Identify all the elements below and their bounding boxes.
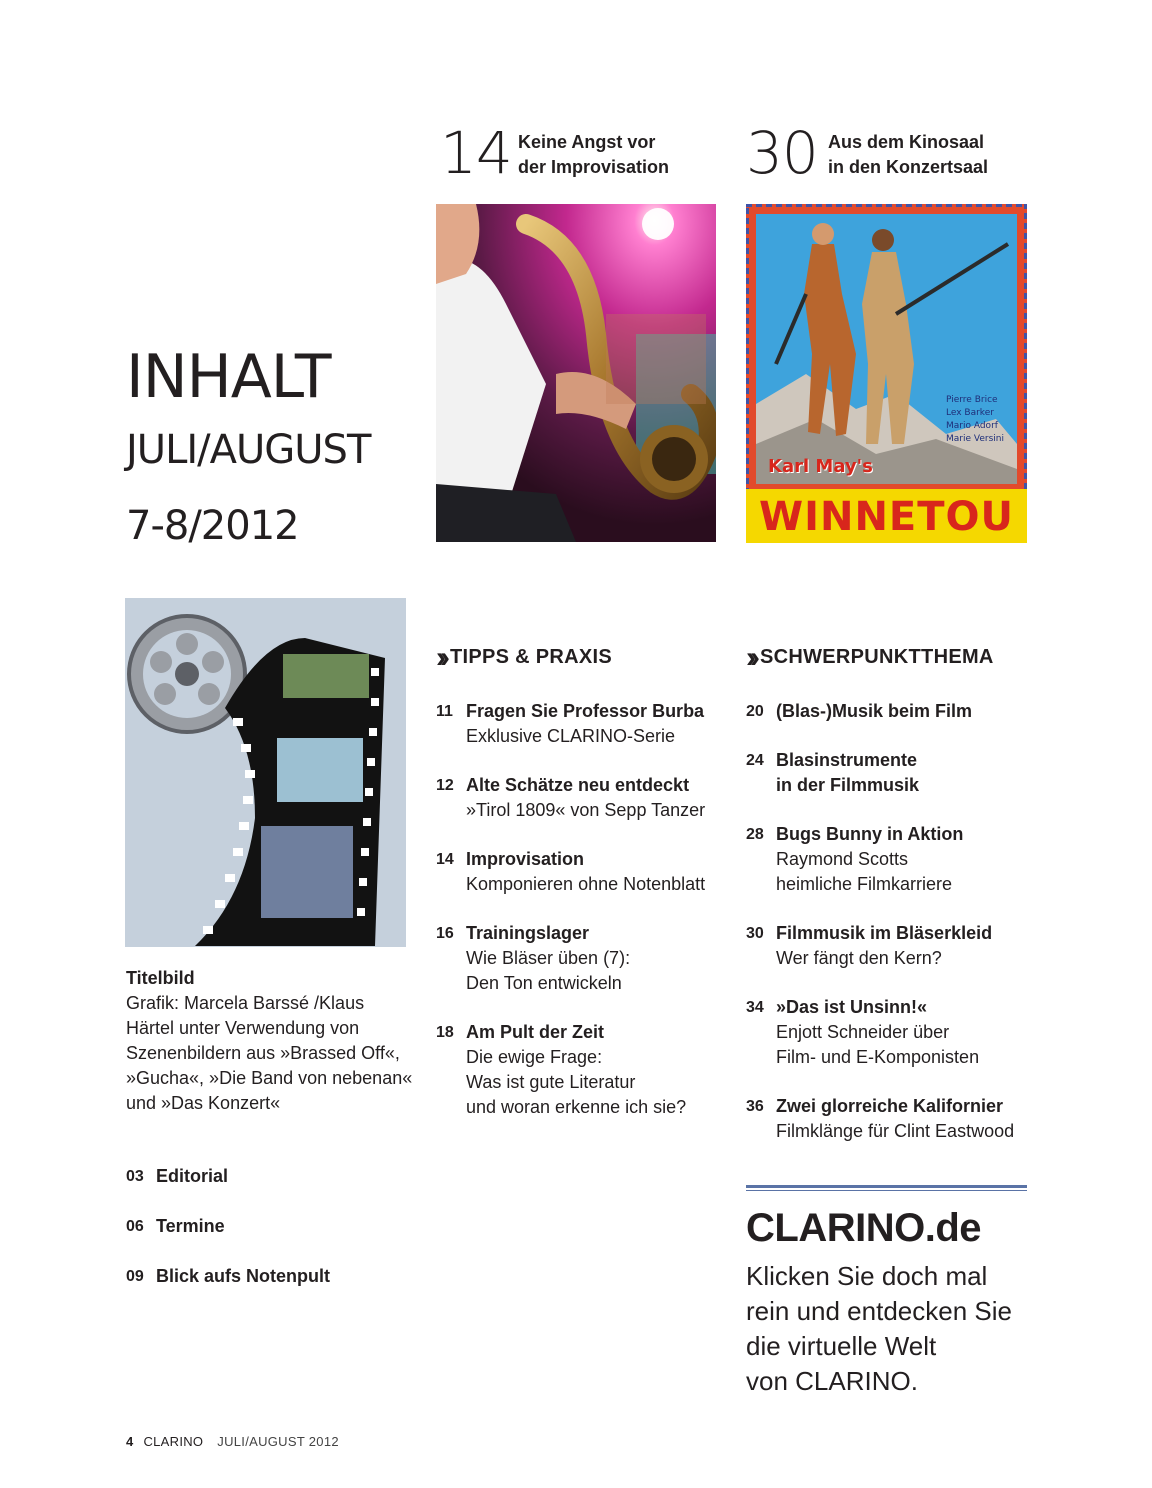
toc-entry[interactable] (746, 822, 1046, 897)
toc-entry[interactable] (126, 1164, 416, 1189)
caption-line: Härtel unter Verwendung von (126, 1018, 360, 1038)
caption-title: Titelbild (126, 968, 195, 988)
toc-title: Termine (156, 1216, 225, 1236)
toc-title: Editorial (156, 1166, 229, 1186)
toc-entry[interactable] (436, 699, 736, 749)
toc-entry[interactable] (126, 1214, 416, 1239)
toc-title: Zwei glorreiche Kalifornier (776, 1096, 1004, 1116)
contents-header (126, 342, 416, 549)
toc-title: Filmmusik im Bläserkleid (776, 923, 993, 943)
footer-magazine: CLARINO (143, 1434, 204, 1449)
toc-subtitle: Wer fängt den Kern? (776, 948, 942, 968)
toc-page-number: 18 (436, 1024, 454, 1041)
toc-page-number: 30 (746, 925, 764, 942)
toc-entry[interactable] (746, 995, 1046, 1070)
toc-title: (Blas-)Musik beim Film (776, 701, 973, 721)
toc-entry[interactable] (436, 847, 736, 897)
toc-title: Improvisation (466, 849, 585, 869)
section-heading (436, 640, 736, 674)
promo-rule (746, 1190, 1027, 1191)
section-heading-label: SCHWERPUNKTTHEMA (759, 646, 994, 668)
toc-title: Bugs Bunny in Aktion (776, 824, 964, 844)
feature-title: Keine Angst vor der Improvisation (518, 132, 670, 177)
toc-subtitle: Enjott Schneider über (776, 1022, 950, 1042)
toc-subtitle: Wie Bläser üben (7): (466, 948, 631, 968)
double-chevron-icon: ›› (746, 640, 754, 674)
toc-page-number: 03 (126, 1168, 144, 1185)
toc-subtitle: Den Ton entwickeln (466, 973, 622, 993)
toc-entry[interactable] (126, 1264, 416, 1289)
toc-subtitle: Film- und E-Komponisten (776, 1047, 980, 1067)
page-number: 4 (126, 1434, 134, 1449)
promo-text: Klicken Sie doch mal rein und entdecken Sie die virtuelle Welt von CLARINO. (746, 1261, 1012, 1396)
section-heading-label: TIPPS & PRAXIS (449, 646, 612, 668)
toc-subtitle: Was ist gute Literatur (466, 1072, 636, 1092)
toc-subtitle: heimliche Filmkarriere (776, 874, 953, 894)
caption-line: »Gucha«, »Die Band von nebenan« (126, 1068, 413, 1088)
toc-entry[interactable] (746, 748, 1046, 798)
toc-entry[interactable] (746, 921, 1046, 971)
feature-page-number: 30 (746, 119, 818, 187)
toc-page-number: 36 (746, 1098, 764, 1115)
caption-line: Szenenbildern aus »Brassed Off«, (126, 1043, 400, 1063)
toc-title: Fragen Sie Professor Burba (466, 701, 705, 721)
toc-subtitle: Exklusive CLARINO-Serie (466, 726, 676, 746)
issue-number: 7-8/2012 (126, 503, 299, 549)
toc-subtitle: Filmklänge für Clint Eastwood (776, 1121, 1015, 1141)
schwerpunkt-list (746, 699, 1046, 1144)
footer-issue: JULI/AUGUST 2012 (217, 1434, 339, 1449)
toc-entry[interactable] (436, 773, 736, 823)
caption-line: und »Das Konzert« (126, 1093, 281, 1113)
poster-cast: Pierre Brice Lex Barker Mario Adorf Marie Versini (946, 395, 1004, 444)
feature-30[interactable] (746, 119, 1036, 187)
feature-14[interactable] (440, 119, 730, 187)
toc-page-number: 11 (436, 703, 453, 720)
poster-graphic (746, 204, 1027, 543)
saxophone-photo-graphic (436, 204, 716, 542)
toc-page-number: 12 (436, 777, 454, 794)
toc-page-number: 24 (746, 752, 764, 769)
toc-title: Alte Schätze neu entdeckt (466, 775, 690, 795)
saxophone-photo[interactable] (436, 204, 716, 542)
toc-subtitle: Komponieren ohne Notenblatt (466, 874, 706, 894)
toc-entry[interactable] (436, 1020, 736, 1120)
toc-title: Blasinstrumente (776, 750, 918, 770)
cover-caption (126, 966, 416, 1116)
poster-brand: Karl May's (768, 456, 873, 477)
toc-subtitle: »Tirol 1809« von Sepp Tanzer (466, 800, 706, 820)
toc-entry[interactable] (436, 921, 736, 996)
section-tipps (436, 640, 736, 1144)
left-toc (126, 1164, 416, 1314)
clarino-promo[interactable] (746, 1185, 1027, 1399)
toc-page-number: 28 (746, 826, 764, 843)
toc-page-number: 34 (746, 999, 764, 1016)
toc-title: in der Filmmusik (776, 775, 920, 795)
page-title: INHALT (126, 342, 331, 412)
feature-title: Aus dem Kinosaal in den Konzertsaal (828, 132, 989, 177)
page-footer (126, 1434, 339, 1449)
toc-page-number: 16 (436, 925, 454, 942)
toc-subtitle: Raymond Scotts (776, 849, 909, 869)
toc-page-number: 06 (126, 1218, 144, 1235)
feature-page-number: 14 (440, 119, 512, 187)
toc-title: »Das ist Unsinn!« (776, 997, 928, 1017)
toc-entry[interactable] (746, 699, 1046, 724)
toc-title: Am Pult der Zeit (466, 1022, 605, 1042)
tipps-list (436, 699, 736, 1120)
issue-months: JULI/AUGUST (126, 427, 371, 473)
toc-title: Trainingslager (466, 923, 590, 943)
toc-subtitle: Die ewige Frage: (466, 1047, 603, 1067)
section-schwerpunkt (746, 640, 1046, 1168)
toc-subtitle: und woran erkenne ich sie? (466, 1097, 687, 1117)
promo-rule (746, 1185, 1027, 1188)
toc-entry[interactable] (746, 1094, 1046, 1144)
section-heading (746, 640, 1046, 674)
double-chevron-icon: ›› (436, 640, 444, 674)
promo-heading: CLARINO.de (746, 1206, 981, 1250)
winnetou-poster[interactable] (746, 204, 1027, 543)
poster-title: WINNETOU (758, 494, 1015, 540)
caption-line: Grafik: Marcela Barssé /Klaus (126, 993, 365, 1013)
film-reel-graphic (125, 598, 406, 947)
toc-title: Blick aufs Notenpult (156, 1266, 331, 1286)
cover-graphic[interactable] (125, 598, 406, 947)
toc-page-number: 09 (126, 1268, 144, 1285)
toc-page-number: 20 (746, 703, 764, 720)
toc-page-number: 14 (436, 851, 454, 868)
